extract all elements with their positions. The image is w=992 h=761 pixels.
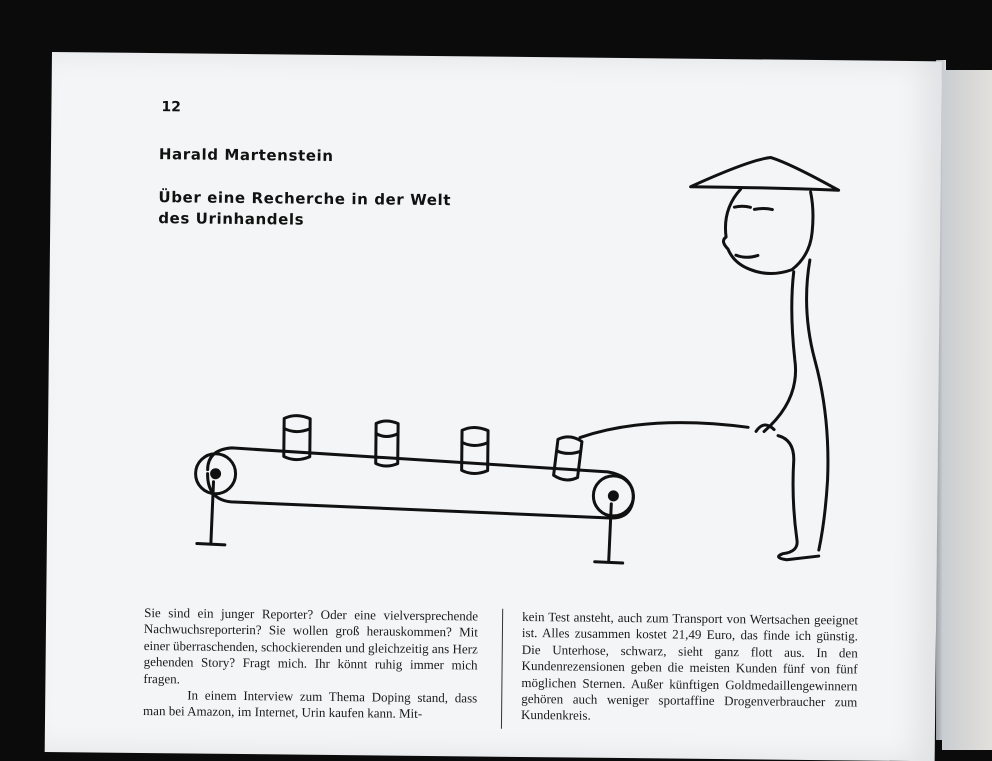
next-page-edge <box>942 70 992 750</box>
magazine-page <box>45 52 942 761</box>
paragraph: Sie sind ein junger Reporter? Oder eine vielversprechende Nachwuchsreporterin? Sie wollen groß herauskommen? Mit einer überraschenden, schockierenden und gleichzeitig ans Herz gehenden Story? Fragt mich. Ihr könnt ruhig immer mich fragen. <box>143 604 479 686</box>
column-divider <box>501 609 503 729</box>
text-column-left <box>143 605 478 723</box>
paragraph: kein Test ansteht, auch zum Transport von Wertsachen geeignet ist. Alles zusammen kostet 21,49 Euro, das finde ich günstig. Die Unterhose, schwarz, sieht ganz flott aus. In den Kundenrezensionen geben die meisten Kunden fünf von fünf möglichen Sternen. Außer künftigen Goldmedaillengewinnern gehören auch weniger sportaffine Drogenverbraucher zum Kundenkreis. <box>521 608 859 724</box>
article-title-line-2: des Urinhandels <box>158 209 305 229</box>
cup-icon-4 <box>554 437 582 480</box>
cup-icon-3 <box>462 427 488 473</box>
author-name: Harald Martenstein <box>158 145 334 165</box>
article-title-line-1: Über eine Recherche in der Welt <box>158 188 452 210</box>
conveyor-belt-illustration <box>46 52 942 621</box>
man-figure-icon <box>687 157 839 561</box>
text-column-right <box>521 609 858 727</box>
stream-line-icon <box>580 422 748 440</box>
conveyor-belt-icon <box>195 448 634 564</box>
paragraph: In einem Interview zum Thema Doping stand, dass man bei Amazon, im Internet, Urin kaufen kann. Mit- <box>143 687 478 722</box>
page-number: 12 <box>161 99 181 116</box>
